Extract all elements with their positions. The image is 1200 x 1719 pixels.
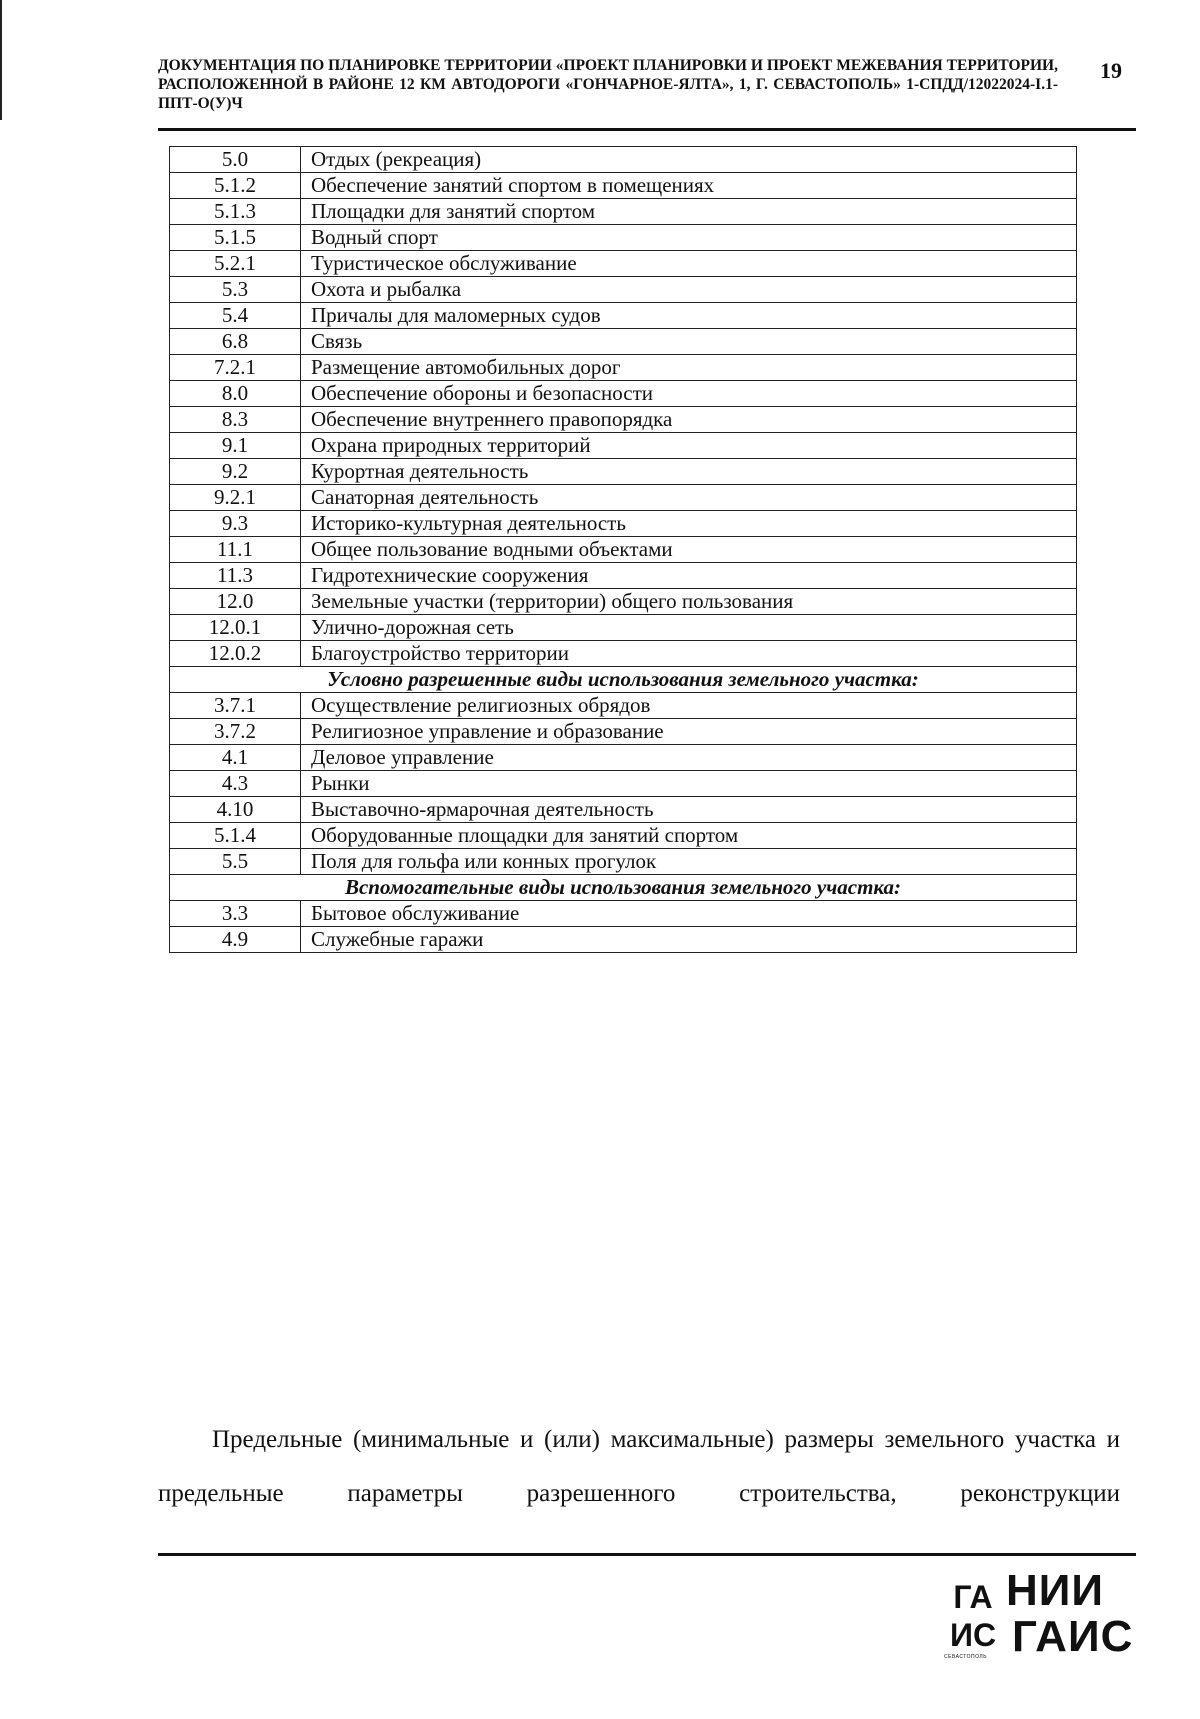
use-name-cell: Отдых (рекреация) (301, 147, 1077, 173)
use-code-cell: 3.7.1 (170, 693, 301, 719)
table-row (170, 173, 1077, 199)
table-row (170, 563, 1077, 589)
use-name-cell: Бытовое обслуживание (301, 901, 1077, 927)
use-code-cell: 12.0 (170, 589, 301, 615)
table-row (170, 771, 1077, 797)
use-code-cell: 8.0 (170, 381, 301, 407)
use-code-cell: 4.10 (170, 797, 301, 823)
use-code-cell: 5.0 (170, 147, 301, 173)
use-code-cell: 6.8 (170, 329, 301, 355)
footer-divider (158, 1553, 1136, 1556)
use-name-cell: Гидротехнические сооружения (301, 563, 1077, 589)
use-code-cell: 4.3 (170, 771, 301, 797)
table-row (170, 823, 1077, 849)
use-name-cell: Выставочно-ярмарочная деятельность (301, 797, 1077, 823)
use-name-cell: Улично-дорожная сеть (301, 615, 1077, 641)
use-name-cell: Размещение автомобильных дорог (301, 355, 1077, 381)
use-name-cell: Историко-культурная деятельность (301, 511, 1077, 537)
logo-mark-bottom: ИС (949, 1617, 997, 1653)
logo-line-1: НИИ (1006, 1566, 1105, 1615)
use-name-cell: Туристическое обслуживание (301, 251, 1077, 277)
table-row (170, 355, 1077, 381)
table-row (170, 797, 1077, 823)
table-row (170, 199, 1077, 225)
use-code-cell: 4.1 (170, 745, 301, 771)
use-name-cell: Служебные гаражи (301, 927, 1077, 953)
section-row (170, 667, 1077, 693)
use-name-cell: Рынки (301, 771, 1077, 797)
use-name-cell: Причалы для маломерных судов (301, 303, 1077, 329)
section-row (170, 875, 1077, 901)
use-name-cell: Площадки для занятий спортом (301, 199, 1077, 225)
table-row (170, 277, 1077, 303)
use-name-cell: Земельные участки (территории) общего пользования (301, 589, 1077, 615)
use-code-cell: 9.2 (170, 459, 301, 485)
use-code-cell: 8.3 (170, 407, 301, 433)
use-name-cell: Общее пользование водными объектами (301, 537, 1077, 563)
document-header: ДОКУМЕНТАЦИЯ ПО ПЛАНИРОВКЕ ТЕРРИТОРИИ «ПРОЕКТ ПЛАНИРОВКИ И ПРОЕКТ МЕЖЕВАНИЯ ТЕРРИТОРИИ, РАСПОЛОЖЕННОЙ В РАЙОНЕ 12 КМ АВТОДОРОГИ «ГОНЧАРНОЕ-ЯЛТА», 1, Г. СЕВАСТОПОЛЬ» 1-СПДД/12022024-I.1-ППТ-О(У)Ч (158, 57, 1058, 112)
use-code-cell: 5.4 (170, 303, 301, 329)
logo-wordmark (1006, 1568, 1133, 1660)
use-name-cell: Охота и рыбалка (301, 277, 1077, 303)
logo-mark-top: ГА (953, 1579, 993, 1615)
use-code-cell: 11.3 (170, 563, 301, 589)
use-code-cell: 5.1.4 (170, 823, 301, 849)
use-code-cell: 9.1 (170, 433, 301, 459)
use-code-cell: 5.3 (170, 277, 301, 303)
use-code-cell: 9.3 (170, 511, 301, 537)
use-code-cell: 3.3 (170, 901, 301, 927)
table-row (170, 641, 1077, 667)
use-name-cell: Обеспечение внутреннего правопорядка (301, 407, 1077, 433)
use-name-cell: Обеспечение обороны и безопасности (301, 381, 1077, 407)
use-name-cell: Оборудованные площадки для занятий спортом (301, 823, 1077, 849)
table-row (170, 511, 1077, 537)
use-name-cell: Поля для гольфа или конных прогулок (301, 849, 1077, 875)
table-row (170, 589, 1077, 615)
use-code-cell: 5.1.3 (170, 199, 301, 225)
logo-caption: СЕВАСТОПОЛЬ (944, 1654, 987, 1660)
table-row (170, 901, 1077, 927)
table-row (170, 329, 1077, 355)
use-name-cell: Водный спорт (301, 225, 1077, 251)
use-code-cell: 9.2.1 (170, 485, 301, 511)
use-name-cell: Благоустройство территории (301, 641, 1077, 667)
logo-line-2: ГАИС (1012, 1612, 1134, 1661)
use-name-cell: Связь (301, 329, 1077, 355)
nii-gais-logo (944, 1566, 1134, 1662)
land-use-table-body (170, 147, 1077, 953)
table-row (170, 485, 1077, 511)
use-code-cell: 7.2.1 (170, 355, 301, 381)
conditional-uses-heading: Условно разрешенные виды использования земельного участка: (170, 667, 1077, 693)
table-row (170, 849, 1077, 875)
use-code-cell: 5.2.1 (170, 251, 301, 277)
header-divider (158, 128, 1136, 131)
use-code-cell: 3.7.2 (170, 719, 301, 745)
use-name-cell: Охрана природных территорий (301, 433, 1077, 459)
auxiliary-uses-heading: Вспомогательные виды использования земельного участка: (170, 875, 1077, 901)
table-row (170, 407, 1077, 433)
land-use-table (169, 146, 1077, 953)
use-code-cell: 5.5 (170, 849, 301, 875)
table-row (170, 719, 1077, 745)
table-row (170, 615, 1077, 641)
use-name-cell: Деловое управление (301, 745, 1077, 771)
table-row (170, 433, 1077, 459)
use-name-cell: Санаторная деятельность (301, 485, 1077, 511)
use-code-cell: 12.0.2 (170, 641, 301, 667)
use-name-cell: Обеспечение занятий спортом в помещениях (301, 173, 1077, 199)
gais-mark-icon (944, 1574, 1002, 1654)
use-code-cell: 4.9 (170, 927, 301, 953)
table-row (170, 303, 1077, 329)
use-code-cell: 11.1 (170, 537, 301, 563)
table-row (170, 147, 1077, 173)
table-row (170, 693, 1077, 719)
table-row (170, 537, 1077, 563)
use-code-cell: 5.1.5 (170, 225, 301, 251)
use-name-cell: Религиозное управление и образование (301, 719, 1077, 745)
use-name-cell: Осуществление религиозных обрядов (301, 693, 1077, 719)
use-name-cell: Курортная деятельность (301, 459, 1077, 485)
body-paragraph (158, 1413, 1120, 1521)
table-row (170, 251, 1077, 277)
table-row (170, 225, 1077, 251)
use-code-cell: 12.0.1 (170, 615, 301, 641)
use-code-cell: 5.1.2 (170, 173, 301, 199)
table-row (170, 745, 1077, 771)
table-row (170, 927, 1077, 953)
table-row (170, 381, 1077, 407)
table-row (170, 459, 1077, 485)
page-number: 19 (1100, 58, 1122, 83)
body-paragraph-text: Предельные (минимальные и (или) максимальные) размеры земельного участка и предельные параметры разрешенного строительства, реконструкции (158, 1426, 1120, 1507)
scan-edge-line (0, 0, 2, 120)
